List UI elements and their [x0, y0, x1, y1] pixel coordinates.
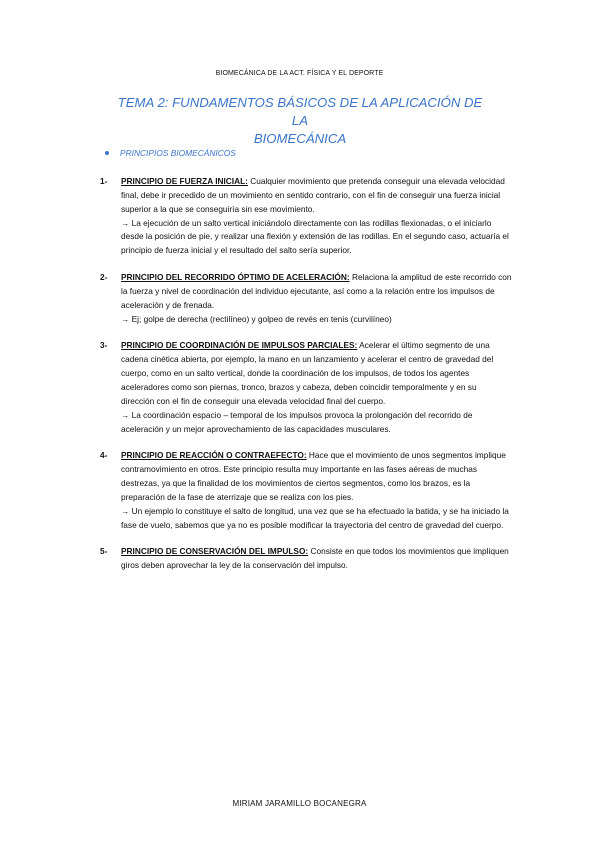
principle-number: 1-	[100, 176, 108, 186]
principle-text: Relaciona la amplitud de este recorrido con la fuerza y nivel de coordinación del individuo ejecutante, así como a la relación entre los impulsos de aceleración y de frenada.	[121, 272, 512, 310]
principle-number: 3-	[100, 340, 108, 351]
principle-item	[100, 175, 512, 258]
page-header: BIOMECÁNICA DE LA ACT. FÍSICA Y EL DEPORTE	[215, 70, 384, 77]
principle-paragraph	[121, 271, 512, 313]
section-bullet	[105, 148, 236, 158]
principle-item	[100, 545, 512, 573]
principle-name: PRINCIPIO DE CONSERVACIÓN DEL IMPULSO:	[121, 546, 309, 557]
principle-name: PRINCIPIO DE REACCIÓN O CONTRAEFECTO:	[121, 450, 307, 461]
principle-example: → Un ejemplo lo constituye el salto de longitud, una vez que se ha efectuado la batida, y se ha iniciado la fase de vuelo, sabemos que ya no es posible modificar la trayectoria del centro de gravedad del cuerpo.	[121, 505, 509, 530]
principle-example: → La coordinación espacio – temporal de los impulsos provoca la prolongación del recorrido de aceleración y un mejor aprovechamiento de las capacidades musculares.	[121, 409, 473, 434]
principle-text: Acelerar el último segmento de una cadena cinética abierta, por ejemplo, la mano en un lanzamiento y acelerar el centro de gravedad del cuerpo, como en un salto vertical, donde la coordinación de los impulsos, de todos los agentes aceleradores como son piernas, tronco, brazos y cabeza, deben coincidir temporalmente y en su dirección con el fin de conseguir una elevada velocidad final del cuerpo.	[121, 340, 494, 406]
principle-text: Hace que el movimiento de unos segmentos implique contramovimiento en otros. Este principio resulta muy importante en las fases aéreas de muchas destrezas, ya que la finalidad de los movimientos de ciertos segmentos, como los brazos, es la preparación de la fase de aterrizaje que se realiza con los pies.	[121, 450, 506, 502]
principles-list	[100, 175, 512, 586]
principle-paragraph	[121, 449, 512, 504]
principle-text: Cualquier movimiento que pretenda conseguir una elevada velocidad final, debe ir precedido de un movimiento en sentido contrario, con el fin de conseguir una fuerza inicial superior a la que se conseguiría sin ese movimiento.	[121, 176, 505, 214]
principle-example: → La ejecución de un salto vertical iniciándolo directamente con las rodillas flexionadas, o el iniciarlo desde la posición de pie, y realizar una flexión y extensión de las rodillas. En el segundo caso, actuaría el principio de fuerza inicial y el resultado del salto sería superior.	[121, 217, 509, 256]
page-title	[110, 94, 490, 148]
principle-number: 4-	[100, 450, 108, 461]
principle-name: PRINCIPIO DE FUERZA INICIAL:	[121, 176, 248, 186]
principle-name: PRINCIPIO DE COORDINACIÓN DE IMPULSOS PARCIALES:	[121, 340, 358, 351]
principle-number: 5-	[100, 546, 108, 557]
title-line-2: BIOMECÁNICA	[253, 131, 347, 146]
principle-paragraph	[121, 339, 512, 408]
bullet-icon	[105, 151, 109, 155]
principle-number: 2-	[100, 272, 108, 283]
principle-example: → Ej; golpe de derecha (rectilíneo) y golpeo de revés en tenis (curvilíneo)	[121, 313, 392, 324]
principle-text: Consiste en que todos los movimientos que impliquen giros deben aprovechar la ley de la conservación del impulso.	[121, 546, 509, 571]
page-footer: MIRIAM JARAMILLO BOCANEGRA	[232, 799, 367, 808]
principle-name: PRINCIPIO DEL RECORRIDO ÓPTIMO DE ACELERACIÓN:	[121, 272, 350, 283]
principle-item	[100, 271, 512, 326]
section-label: PRINCIPIOS BIOMECÁNICOS	[120, 148, 236, 158]
principle-item	[100, 339, 512, 436]
principle-item	[100, 449, 512, 532]
principle-paragraph	[121, 175, 512, 217]
title-line-1: TEMA 2: FUNDAMENTOS BÁSICOS DE LA APLICACIÓN DE LA	[117, 95, 483, 128]
principle-paragraph	[121, 545, 512, 573]
